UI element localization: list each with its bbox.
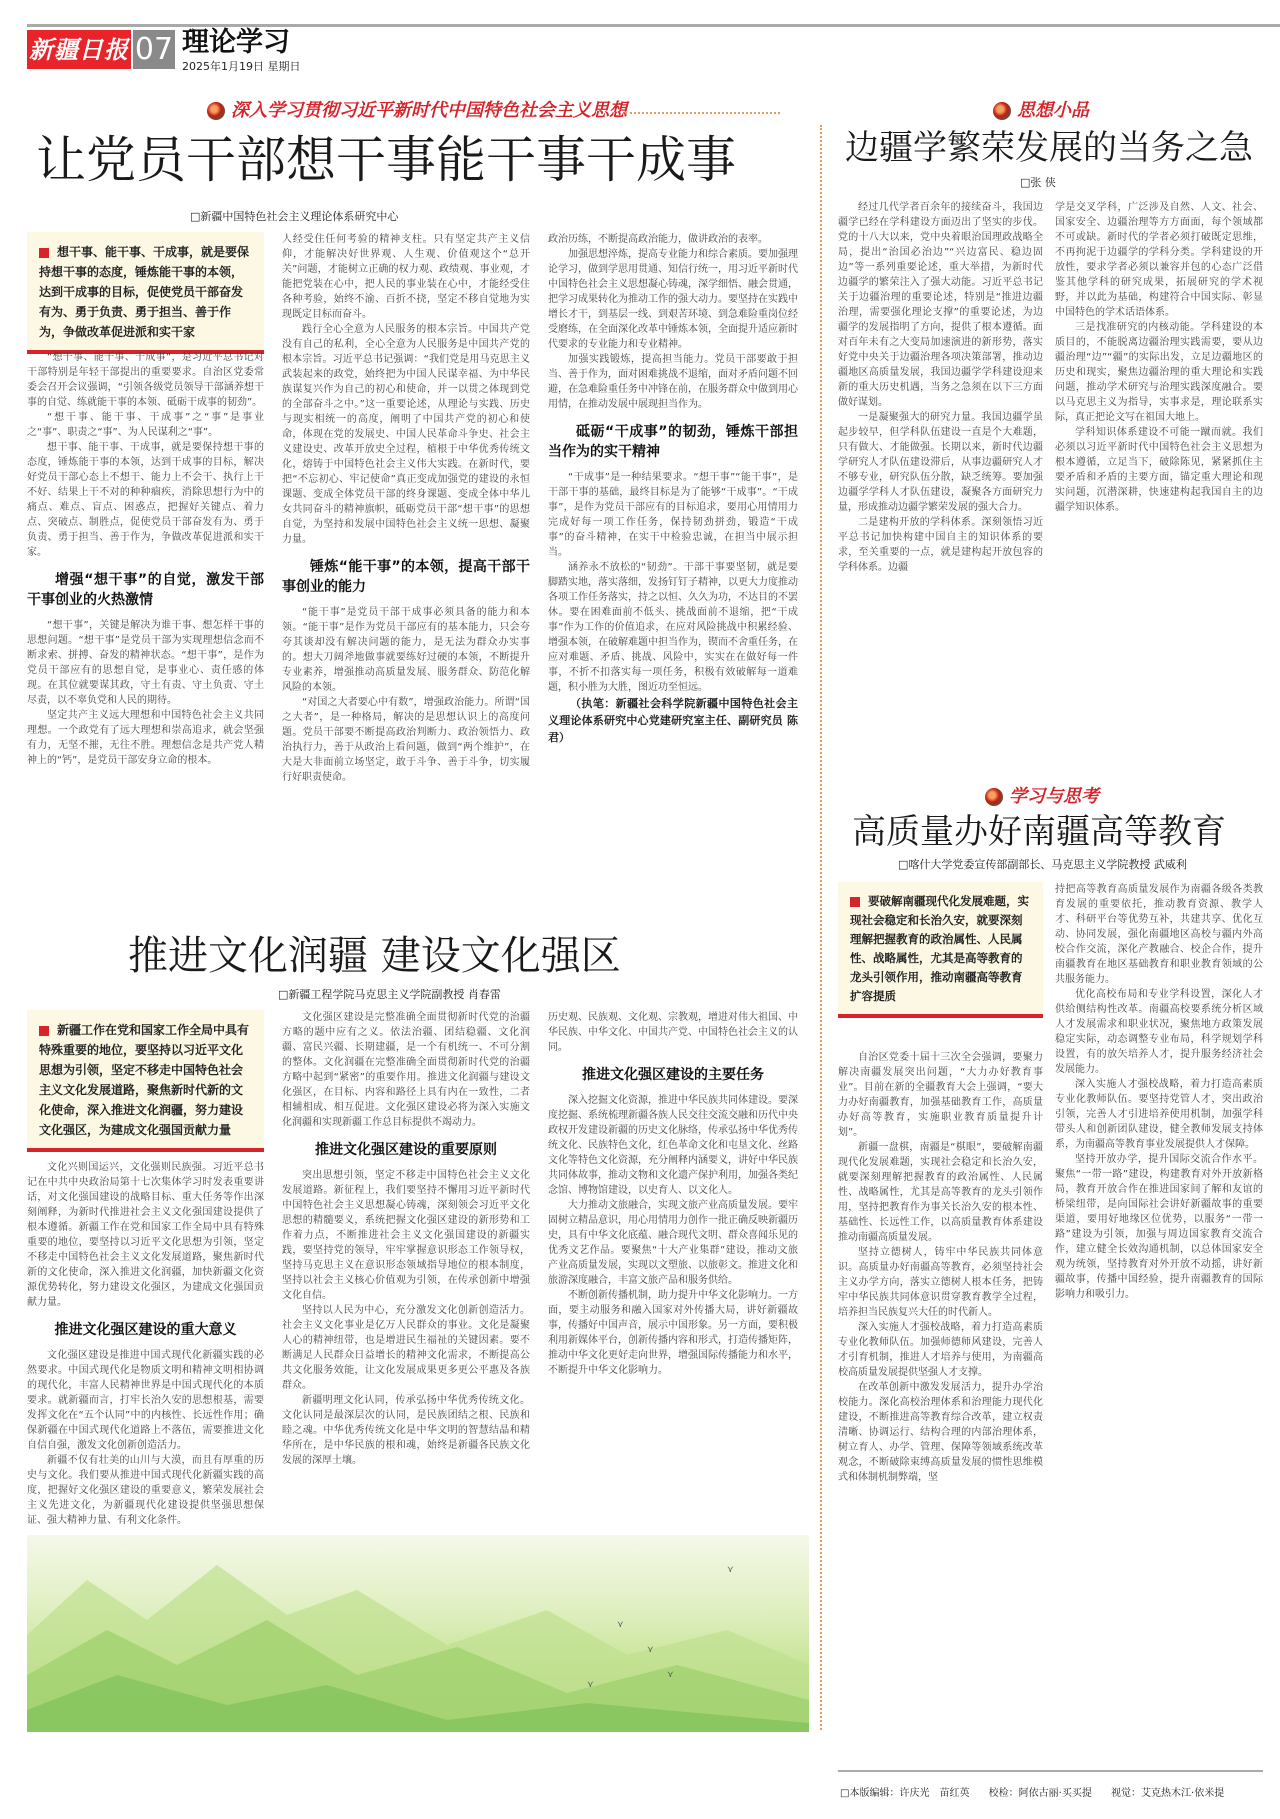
bird-icon: ⋎ — [587, 1680, 594, 1690]
paragraph: 新疆明理文化认同，传承弘扬中华优秀传统文化。文化认同是最深层次的认同，是民族团结之根、民族和睦之魂。中华优秀传统文化是中华文明的智慧结晶和精华所在，是中华民族的根和魂，始终是新疆各民族文化发展的深厚土壤。 — [282, 1395, 530, 1466]
article2-kicker — [993, 100, 1089, 122]
paragraph: 坚定共产主义远大理想和中国特色社会主义共同理想。一个政党有了远大理想和崇高追求，就会坚强有力，无坚不摧，无往不胜。理想信念是共产党人精神上的“钙”，是党员干部安身立命的根本。 — [27, 710, 264, 766]
paragraph: 一是凝聚强大的研究力量。我国边疆学虽起步较早，但学科队伍建设一直是个大难题，只有做大、才能做强。长期以来，新时代边疆学研究人才队伍建设滞后，从事边疆研究人才不够专业，研究队伍分散，缺乏统筹。要加强边疆学学科人才队伍建设，凝聚各方面研究力量，形成推动边疆学繁荣发展的强大合力。 — [838, 412, 1043, 513]
red-square-icon — [39, 1026, 49, 1036]
dotted-border-divider — [820, 125, 822, 1730]
article2-title: 边疆学繁荣发展的当务之急 — [845, 128, 1253, 168]
paragraph: “想干事、能干事、干成事”之“事”是事业之“事”、职责之“事”、为人民谋利之“事”。 — [27, 412, 264, 438]
paragraph: 经过几代学者百余年的接续奋斗，我国边疆学已经在学科建设方面迈出了坚实的步伐。党的十八大以来，党中央着眼治国理政战略全局，提出“治国必治边”“兴边富民、稳边固边”等一系列重要论述，重大举措，为新时代边疆学的繁荣注入了强大动能。习近平总书记关于边疆治理的重要论述，特别是“推进边疆治理，需要强化理论支撑”的重要论述，为边疆学的发展指明了方向，提供了根本遵循。面对百年未有之大变局加速演进的新形势，落实好党中央关于边疆治理各项决策部署，推动边疆地区高质量发展，我国边疆学学科建设迎来新的重大历史机遇，当务之急须在以下三方面做好谋划。 — [838, 202, 1043, 408]
section-title: 理论学习 — [182, 27, 290, 58]
subheading: 推进文化强区建设的主要任务 — [582, 1067, 764, 1083]
bird-icon: ⋎ — [647, 1645, 654, 1655]
paragraph: 人经受住任何考验的精神支柱。只有坚定共产主义信仰，才能解决好世界观、人生观、价值观这个“总开关”问题，才能树立正确的权力观、政绩观、事业观，才能把党装在心中，把人民的事业装在心中，才能经受住各种考验，始终不渝、百折不挠，坚定不移自觉地为实现既定目标而奋斗。 — [282, 234, 530, 320]
article4-column-2 — [282, 1010, 530, 1525]
red-square-icon — [39, 248, 49, 258]
landscape-illustration — [27, 1535, 809, 1732]
bird-icon: ⋎ — [617, 1620, 624, 1630]
kicker-label: 学习与思考 — [1009, 786, 1099, 807]
article1-column-2 — [282, 232, 530, 910]
article4-byline: □新疆工程学院马克思主义学院副教授 肖春雷 — [278, 988, 501, 1001]
paragraph: “想干事、能干事、干成事”，是习近平总书记对干部特别是年轻干部提出的重要要求。自治区党委常委会召开会议强调，“引领各级党员领导干部涵养想干事的自觉、练就能干事的本领、砥砺干成事的韧劲”。 — [27, 352, 264, 408]
bird-icon: ⋎ — [727, 1565, 734, 1575]
article2-byline: □张 侠 — [1020, 176, 1056, 189]
article1-column-3 — [548, 232, 798, 910]
paragraph: 坚持以人民为中心，充分激发文化创新创造活力。社会主义文化事业是亿万人民群众的事业。文化是凝聚人心的精神纽带，也是增进民生福祉的关键因素。要不断满足人民群众日益增长的精神文化需求，不断提高公共文化服务效能，让文化发展成果更多更公平惠及各族群众。 — [282, 1305, 530, 1391]
red-square-icon — [850, 897, 860, 907]
paragraph: 加强思想淬炼，提高专业能力和综合素质。要加强理论学习，做到学思用贯通、知信行统一，用习近平新时代中国特色社会主义思想凝心铸魂，深学细悟、融会贯通，把学习成果转化为推动工作的强大动力。要坚持在实践中增长才干，到基层一线、到艰苦环境、到急难险重岗位经受磨练，在全面深化改革中锤炼本领，全面提升适应新时代要求的专业能力和专业精神。 — [548, 249, 798, 350]
paragraph: “能干事”是党员干部干成事必须具备的能力和本领。“能干事”是作为党员干部应有的基本能力，只会夸夸其谈却没有解决问题的能力，是无法为群众办实事的。想大刀阔斧地做事就要练好过硬的本领，不断提升专业素养，增强推动高质量发展、服务群众、防范化解风险的本领。 — [282, 607, 530, 693]
kicker-label: 深入学习贯彻习近平新时代中国特色社会主义思想 — [231, 100, 627, 121]
newspaper-logo: 新疆日报 — [27, 30, 131, 69]
page-credits — [840, 1784, 1240, 1799]
footer-rule — [838, 1770, 1263, 1772]
paragraph: 历史观、民族观、文化观、宗教观，增进对伟大祖国、中华民族、中华文化、中国共产党、中国特色社会主义的认同。 — [548, 1012, 798, 1053]
article1-byline: □新疆中国特色社会主义理论体系研究中心 — [190, 210, 399, 223]
paragraph: 学科知识体系建设不可能一蹴而就。我们必须以习近平新时代中国特色社会主义思想为根本遵循，立足当下，破除陈见，紧紧抓住主要矛盾和矛盾的主要方面，锚定重大理论和现实问题，沉潜深耕，快速建构起我国自主的边疆学知识体系。 — [1055, 427, 1263, 513]
credit-visual: 视觉：艾克热木江·依米提 — [1111, 1788, 1225, 1799]
paragraph: 涵养永不放松的“韧劲”。干部干事要坚韧，就是要脚踏实地，落实落细，发扬钉钉子精神，以更大力度推动各项工作任务落实，持之以恒、久久为功，不达目的不罢休。要在困难面前不低头、挑战面前不退缩，把“干成事”作为工作的价值追求，在应对风险挑战中积累经验、增强本领，在破解难题中担当作为，锲而不舍重任务，在应对难题、矛盾、挑战、风险中，实实在在做好每一件事，不折不扣落实每一项任务，积极有效破解每一道难题，积小胜为大胜，图近功至恒远。 — [548, 562, 798, 693]
article1-title: 让党员干部想干事能干事干成事 — [36, 131, 736, 189]
paragraph: “对国之大者要心中有数”，增强政治能力。所谓“国之大者”，是一种格局，解决的是思想认识上的高度问题。党员干部要不断提高政治判断力、政治领悟力、政治执行力，善于从政治上看问题，做到“两个维护”，在大是大非面前立场坚定，敢于斗争、善于斗争，切实履行好职责使命。 — [282, 697, 530, 783]
paragraph: 坚持立德树人，铸牢中华民族共同体意识。高质量办好南疆高等教育，必须坚持社会主义办学方向，落实立德树人根本任务，把铸牢中华民族共同体意识贯穿教育教学全过程，培养担当民族复兴大任的时代新人。 — [838, 1247, 1043, 1318]
paragraph: 践行全心全意为人民服务的根本宗旨。中国共产党没有自己的私利，全心全意为人民服务是中国共产党的根本宗旨。习近平总书记强调：“我们党是用马克思主义武装起来的政党，始终把为中国人民谋幸福、为中华民族谋复兴作为自己的初心和使命，并一以贯之体现到党的全部奋斗之中。”这一重要论述，从理论与实践、历史与现实相统一的高度，阐明了中国共产党的初心和使命，体现在党的发展史、中国人民革命斗争史、社会主义建设史、改革开放史全过程，植根于中华优秀传统文化，熔铸于中国特色社会主义伟大实践。在新时代，要把“不忘初心、牢记使命”真正变成加强党的建设的永恒课题、变成全体党员干部的终身课题、变成全体中华儿女共同奋斗的精神旗帜，砥砺党员干部“想干事”的思想自觉，为坚持和发展中国特色社会主义统一思想、凝聚力量。 — [282, 324, 530, 545]
article3-byline: □喀什大学党委宣传部副部长、马克思主义学院教授 武威利 — [898, 858, 1187, 871]
mountains-graphic — [27, 1535, 809, 1732]
article3-title: 高质量办好南疆高等教育 — [852, 812, 1226, 852]
paragraph: 在改革创新中激发发展活力，提升办学治校能力。深化高校治理体系和治理能力现代化建设，不断推进高等教育综合改革，建立权责清晰、协调运行、结构合理的内部治理体系，树立育人、办学、管理、保障等领域系统改革观念，不断破除束缚高质量发展的惯性思维模式和体制机制弊端，坚 — [838, 1382, 1043, 1483]
summary-text: 新疆工作在党和国家工作全局中具有特殊重要的地位，要坚持以习近平文化思想为引领，坚定不移走中国特色社会主义文化发展道路，聚焦新时代新的文化使命，深入推进文化润疆，努力建设文化强区，为建成文化强国贡献力量 — [39, 1023, 250, 1137]
paragraph: 持把高等教育高质量发展作为南疆各级各类教育发展的重要依托，推动教育资源、教学人才、科研平台等优势互补，共建共享、优化互动、协同发展，强化南疆地区高校与疆内外高校合作交流，深化产教融合、校企合作，提升南疆教育在地区基础教育和职业教育领域的公共服务能力。 — [1055, 884, 1263, 985]
bird-icon: ⋎ — [667, 1670, 674, 1680]
subheading: 砥砺“干成事”的韧劲，锤炼干部担当作为的实干精神 — [548, 424, 798, 460]
summary-text: 想干事、能干事、干成事，就是要保持想干事的态度，锤炼能干事的本领，达到干成事的目标，促使党员干部奋发有为、勇于负责、勇于担当、善于作为，争做改革促进派和实干家 — [39, 245, 250, 339]
paragraph: 自治区党委十届十三次全会强调，要聚力解决南疆发展突出问题，“大力办好教育事业”。目前在新的全疆教育大会上强调，“要大力办好南疆教育，加强基础教育工作，高质量办好高等教育，实施职业教育质量提升计划”。 — [838, 1052, 1043, 1138]
summary-text: 要破解南疆现代化发展难题，实现社会稳定和长治久安，就要深刻理解把握教育的政治属性、人民属性、战略属性，尤其是高等教育的龙头引领作用，推动南疆高等教育扩容提质 — [850, 894, 1029, 1003]
article3-column-2 — [1055, 882, 1263, 1760]
paragraph: 深入挖掘文化资源，推进中华民族共同体建设。要深度挖掘、系统梳理新疆各族人民交往交流交融和历代中央政权开发建设新疆的历史文化脉络，传承弘扬中华优秀传统文化、民族特色文化，红色革命文化和屯垦文化、丝路文化等特色文化资源，充分阐释内涵要义，讲好中华民族共同体故事，推动文物和文化遗产保护利用，加强各类纪念馆、博物馆建设，以史育人、以文化人。 — [548, 1095, 798, 1196]
article2-column-2 — [1055, 200, 1263, 770]
paragraph: 新疆一盘棋，南疆是“棋眼”，要破解南疆现代化发展难题，实现社会稳定和长治久安，就要深刻理解把握教育的政治属性、人民属性、战略属性，尤其是高等教育的龙头引领作用，坚持把教育作为事关长治久安的根本性、基础性、长远性工作，以高质量教育体系建设推动南疆高质量发展。 — [838, 1142, 1043, 1243]
bullet-orb-icon — [993, 102, 1011, 120]
kicker-label: 思想小品 — [1017, 100, 1089, 121]
article1-kicker — [207, 100, 627, 122]
article3-kicker — [985, 786, 1099, 808]
subheading: 推进文化强区建设的重大意义 — [54, 1322, 237, 1338]
subheading: 增强“想干事”的自觉，激发干部干事创业的火热激情 — [27, 572, 264, 608]
paragraph: 政治历练，不断提高政治能力，做讲政治的表率。 — [548, 234, 768, 245]
paragraph: 突出思想引领，坚定不移走中国特色社会主义文化发展道路。新征程上，我们要坚持不懈用习近平新时代中国特色社会主义思想凝心铸魂，深刻领会习近平文化思想的精髓要义，系统把握文化强区建设的新形势和工作着力点，不断推进社会主义文化强国建设的新疆实践，要坚持党的领导，牢牢掌握意识形态工作领导权，坚持马克思主义在意识形态领域指导地位的根本制度，坚持以社会主义核心价值观为引领，在传承创新中增强文化自信。 — [282, 1170, 530, 1301]
paragraph: 学是交叉学科，广泛涉及自然、人文、社会、国家安全、边疆治理等方方面面，每个领域都不可或缺。新时代的学者必须打破既定思维，不再拘泥于边疆学的学科分类。学科建设的开放性，要求学者必须以兼容并包的心态广泛借鉴其他学科的研究成果，拓展研究的学术视野，并以此为基础，构建符合中国实际、彰显中国特色的学术话语体系。 — [1055, 202, 1263, 318]
paragraph: 深入实施人才强校战略，着力打造高素质专业化教师队伍。加强师德师风建设，完善人才引育机制，推进人才培养与使用，为南疆高校高质量发展提供坚强人才支撑。 — [838, 1322, 1043, 1378]
paragraph: 新疆不仅有壮美的山川与大漠，而且有厚重的历史与文化。我们要从推进中国式现代化新疆实践的高度，把握好文化强区建设的重要意义，繁荣发展社会主义先进文化，为新疆现代化建设提供坚强思想保证、强大精神力量、有利文化条件。 — [27, 1455, 264, 1526]
paragraph: 文化兴则国运兴，文化强则民族强。习近平总书记在中共中央政治局第十七次集体学习时发表重要讲话，对文化强国建设的战略目标、重大任务等作出深刻阐释，为新时代推进社会主义文化强国建设提供了根本遵循。新疆工作在党和国家工作全局中具有特殊重要的地位，要坚持以习近平文化思想为引领，坚定不移走中国特色社会主义文化发展道路，聚焦新时代新的文化使命，深入推进文化润疆，加快新疆文化资源优势转化，努力建设文化强区，为建成文化强国贡献力量。 — [27, 1162, 264, 1308]
subheading: 推进文化强区建设的重要原则 — [315, 1142, 497, 1158]
bullet-orb-icon — [207, 102, 225, 120]
credit-editor: □本版编辑：许庆光 苗红英 — [840, 1788, 970, 1799]
dotted-border-top — [625, 112, 780, 114]
paragraph: 深入实施人才强校战略，着力打造高素质专业化教师队伍。要坚持党管人才，突出政治引领，完善人才引进培养使用机制，加强学科带头人和创新团队建设，健全教师发展支持体系，为南疆高等教育事业发展提供人才保障。 — [1055, 1079, 1263, 1150]
paragraph: 优化高校布局和专业学科设置，深化人才供给侧结构性改革。南疆高校要系统分析区域人才发展需求和职业状况，聚焦地方政策发展稳定实际，动态调整专业布局，科学规划学科设置，有的放矢培养人才，提升服务经济社会发展能力。 — [1055, 989, 1263, 1075]
paragraph: “想干事”，关键是解决为谁干事、想怎样干事的思想问题。“想干事”是党员干部为实现理想信念而不断求索、拼搏、奋发的精神状态。“想干事”，是作为党员干部应有的思想自觉，是事业心、责任感的体现。在其位就要谋其政，守土有责、守土负责、守土尽责，以不辜负党和人民的期待。 — [27, 620, 264, 706]
paragraph: 大力推动文旅融合，实现文旅产业高质量发展。要牢固树立精品意识，用心用情用力创作一批正确反映新疆历史，具有中华文化底蕴、融合现代文明、群众喜闻乐见的优秀文艺作品。要聚焦“十大产业集群”建设，推动文旅产业高质量发展，实现以文塑旅、以旅彰文。推进文化和旅游深度融合，丰富文旅产品和服务供给。 — [548, 1200, 798, 1286]
article4-summary — [27, 1010, 264, 1152]
article4-column-1 — [27, 1160, 264, 1528]
bullet-orb-icon — [985, 788, 1003, 806]
article4-column-3 — [548, 1010, 798, 1525]
paragraph: 不断创新传播机制，助力提升中华文化影响力。一方面，要主动服务和融入国家对外传播大局，讲好新疆故事，传播好中国声音，展示中国形象。另一方面，要积极利用新媒体平台，创新传播内容和形式，打造传播矩阵，推动中华文化更好走向世界，增强国际传播能力和水平，不断提升中华文化影响力。 — [548, 1290, 798, 1376]
paragraph: 想干事、能干事、干成事，就是要保持想干事的态度，锤炼能干事的本领，达到干成事的目标，解决好党员干部心态上不想干、能力上不会干、执行上干不好、结果上干不对的种种痼疾，消除思想行为中的痛点、难点、盲点、困惑点，把握好关键点、着力点、突破点、制胜点，促使党员干部奋发有为、勇于负责、勇于担当、善于作为，争做改革促进派和实干家。 — [27, 442, 264, 558]
paragraph: 加强实践锻炼，提高担当能力。党员干部要敢于担当、善于作为，面对困难挑战不退缩，面对矛盾问题不回避，在急难险重任务中冲锋在前，在服务群众中做到用心用情，在推动发展中展现担当作为。 — [548, 354, 798, 410]
paragraph: 二是建构开放的学科体系。深刻领悟习近平总书记加快构建中国自主的知识体系的要求，至关重要的一点，就是建构起开放包容的学科体系。边疆 — [838, 517, 1043, 573]
article3-column-1 — [838, 1050, 1043, 1760]
paragraph: 文化强区建设是推进中国式现代化新疆实践的必然要求。中国式现代化是物质文明和精神文明相协调的现代化，丰富人民精神世界是中国式现代化的本质要求。就新疆而言，打牢长治久安的思想根基，需要发挥文化在“五个认同”中的内核性、长远性作用；确保新疆在中国式现代化道路上不落伍，需要推进文化自信自强，激发文化创新创造活力。 — [27, 1350, 264, 1451]
author-note: （执笔：新疆社会科学院新疆中国特色社会主义理论体系研究中心党建研究室主任、副研究员 陈君） — [548, 697, 798, 744]
credit-proofreader: 校检：阿依古丽·买买提 — [988, 1788, 1092, 1799]
article3-summary — [838, 882, 1043, 1018]
article2-column-1 — [838, 200, 1043, 770]
issue-date: 2025年1月19日 星期日 — [182, 60, 301, 73]
article1-column-1 — [27, 350, 264, 910]
paragraph: 文化强区建设是完整准确全面贯彻新时代党的治疆方略的题中应有之义。依法治疆、团结稳疆、文化润疆、富民兴疆、长期建疆，是一个有机统一、不可分割的整体。文化润疆在完整准确全面贯彻新时代党的治疆方略中起到“紧密”的重要作用。推进文化润疆与建设文化强区，在目标、内容和路径上具有内在一致性，二者相辅相成、相互促进。文化强区建设必将为深入实施文化润疆和实现新疆工作总目标提供不竭动力。 — [282, 1012, 530, 1128]
article1-summary — [27, 232, 264, 354]
subheading: 锤炼“能干事”的本领，提高干部干事创业的能力 — [282, 559, 530, 595]
article4-title: 推进文化润疆 建设文化强区 — [128, 933, 621, 979]
paragraph: 三是找准研究的内核动能。学科建设的本质目的，不能脱离边疆治理实践需要，要从边疆治理“边”“疆”的实际出发，立足边疆地区的历史和现实，聚焦边疆治理的重大理论和实践问题，推动学术研究与治理实践深度融合。要以马克思主义为指导，实事求是，理论联系实际，真正把论文写在祖国大地上。 — [1055, 322, 1263, 423]
page-number: 07 — [134, 32, 174, 67]
paragraph: 坚持开放办学，提升国际交流合作水平。聚焦“一带一路”建设，构建教育对外开放新格局，教育开放合作在推进国家间了解和友谊的桥梁纽带，是向国际社会讲好新疆故事的重要渠道，要用好地缘区位优势，以服务“一带一路”建设为引领，加强与周边国家教育交流合作，建立健全长效沟通机制，以总体国家安全观为统领，坚持教育对外开放不动摇，讲好新疆故事，传播中国经验，提升南疆教育的国际影响力和吸引力。 — [1055, 1154, 1263, 1300]
paragraph: “干成事”是一种结果要求。“想干事”“能干事”，是干部干事的基础，最终目标是为了能够“干成事”。“干成事”，是作为党员干部应有的目标追求，要用心用情用力完成好每一项工作任务，保持韧劲拼劲，锻造“干成事”的奋斗精神，在实干中检验忠诚，在担当中展示担当。 — [548, 472, 798, 558]
